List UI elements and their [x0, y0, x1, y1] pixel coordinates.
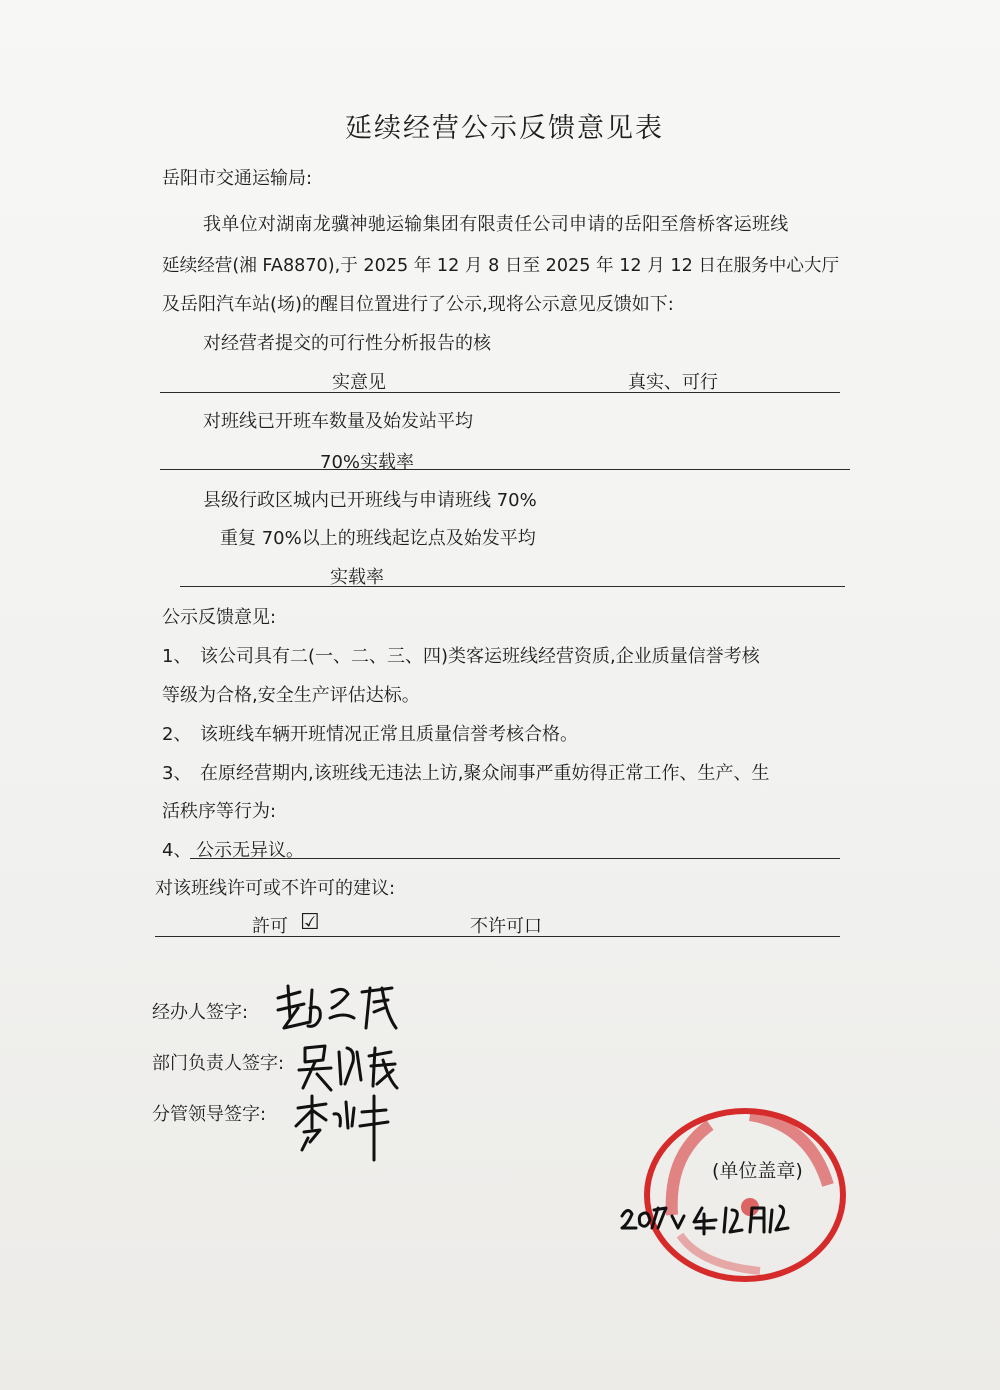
- item1-label: 对经营者提交的可行性分析报告的核: [203, 333, 491, 354]
- handler-signature: [270, 978, 400, 1038]
- feedback-4-number: 4、: [162, 840, 192, 861]
- date-handwritten: [618, 1198, 798, 1238]
- leader-signature: [290, 1088, 390, 1168]
- item2-label: 对班线已开班车数量及始发站平均: [203, 411, 473, 432]
- dept-signature: [295, 1040, 400, 1095]
- item3-label: 县级行政区城内已开班线与申请班线 70%: [203, 490, 537, 511]
- permit-checkbox: ☑: [300, 910, 320, 935]
- official-seal: [640, 1085, 855, 1285]
- item1-underline: [160, 392, 840, 393]
- item1-value: 真实、可行: [628, 372, 718, 393]
- suggestion-underline: [155, 936, 840, 937]
- item2-value: 70%实载率: [320, 452, 415, 473]
- feedback-3-line-2: 活秩序等行为:: [162, 801, 277, 822]
- document-title: 延续经营公示反馈意见表: [345, 113, 664, 144]
- handler-sign-label: 经办人签字:: [152, 1002, 249, 1023]
- feedback-2-line-1: 该班线车辆开班情况正常且质量信誉考核合格。: [200, 724, 578, 745]
- feedback-3-number: 3、: [162, 763, 192, 784]
- addressee: 岳阳市交通运输局:: [162, 168, 313, 189]
- intro-line-1: 我单位对湖南龙骥神驰运输集团有限责任公司申请的岳阳至詹桥客运班线: [203, 214, 789, 235]
- feedback-1-number: 1、: [162, 646, 192, 667]
- feedback-4-underline: [190, 858, 840, 859]
- no-permit-label: 不许可口: [470, 916, 542, 937]
- leader-sign-label: 分管领导签字:: [152, 1104, 267, 1125]
- feedback-4-line-1: 公示无异议。: [196, 840, 304, 861]
- item3-underline: [180, 586, 845, 587]
- feedback-heading: 公示反馈意见:: [162, 607, 277, 628]
- permit-label: 許可: [252, 916, 288, 937]
- item3-label-2: 重复 70%以上的班线起讫点及始发平均: [220, 528, 536, 549]
- item3-value: 实载率: [330, 567, 384, 588]
- unit-seal-label: (单位盖章): [712, 1160, 803, 1182]
- feedback-2-number: 2、: [162, 724, 192, 745]
- feedback-1-line-2: 等级为合格,安全生产评估达标。: [162, 685, 420, 706]
- intro-line-3: 及岳阳汽车站(场)的醒目位置进行了公示,现将公示意见反馈如下:: [162, 294, 674, 315]
- intro-line-2: 延续经营(湘 FA8870),于 2025 年 12 月 8 日至 2025 年 12 月 12 日在服务中心大厅: [162, 256, 840, 276]
- item2-underline: [160, 469, 850, 470]
- feedback-1-line-1: 该公司具有二(一、二、三、四)类客运班线经营资质,企业质量信誉考核: [200, 646, 760, 667]
- dept-sign-label: 部门负责人签字:: [152, 1053, 285, 1074]
- item1-label-cont: 实意见: [332, 372, 386, 393]
- feedback-3-line-1: 在原经营期内,该班线无违法上访,聚众闹事严重妨得正常工作、生产、生: [200, 763, 770, 784]
- suggestion-heading: 对该班线许可或不许可的建议:: [155, 878, 396, 899]
